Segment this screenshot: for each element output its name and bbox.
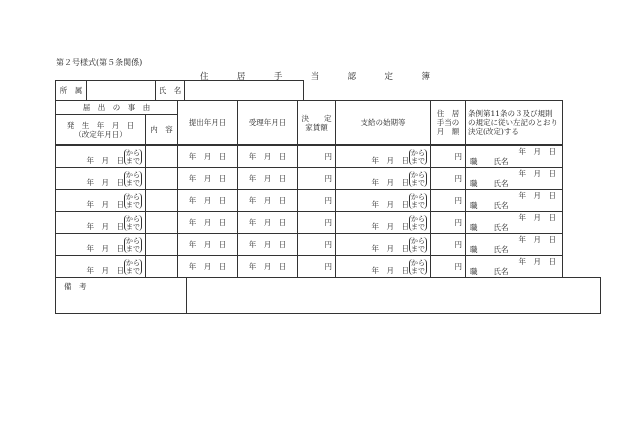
table-row [56, 168, 563, 190]
submitted-date-cell[interactable]: 年 月 日 [178, 212, 238, 234]
occurrence-date-cell[interactable] [56, 234, 146, 256]
official-line [470, 201, 562, 211]
from-until-bracket [124, 149, 142, 165]
received-date-cell[interactable]: 年 月 日 [238, 212, 298, 234]
from-until-bracket [409, 171, 427, 187]
payment-start-cell[interactable] [336, 212, 431, 234]
date-text: 年 月 日 [518, 234, 556, 244]
content-cell[interactable] [146, 146, 178, 168]
received-date-cell[interactable]: 年 月 日 [238, 168, 298, 190]
from-until-bracket [124, 215, 142, 231]
person-name-label: 氏名 [493, 266, 509, 276]
decided-rent-cell[interactable]: 円 [298, 168, 336, 190]
payment-start-cell[interactable] [336, 168, 431, 190]
decided-rent-cell[interactable]: 円 [298, 234, 336, 256]
from-until-bracket [409, 215, 427, 231]
payment-start-cell[interactable] [336, 256, 431, 278]
payment-start-cell[interactable] [336, 146, 431, 168]
submitted-date-cell[interactable]: 年 月 日 [178, 256, 238, 278]
decision-date [470, 257, 562, 267]
submitted-date-cell[interactable]: 年 月 日 [178, 234, 238, 256]
official-line [470, 179, 562, 189]
title-char: 認 [347, 72, 357, 82]
content-cell[interactable] [146, 168, 178, 190]
occurrence-date-cell[interactable] [56, 256, 146, 278]
allowance-cell[interactable]: 円 [431, 190, 466, 212]
remarks-field[interactable] [187, 278, 601, 314]
decision-date [470, 235, 562, 245]
until-text: まで [411, 222, 425, 231]
decided-rent-cell[interactable]: 円 [298, 256, 336, 278]
official-line [470, 267, 562, 277]
decision-note: 条例第11条の３及び規則の規定に従い左記のとおり決定(改定)する [466, 101, 563, 145]
title-post-label: 職 [470, 244, 478, 254]
content-header: 内 容 [146, 115, 178, 145]
title-post-label: 職 [470, 266, 478, 276]
person-name-label: 氏名 [493, 178, 509, 188]
content-cell[interactable] [146, 256, 178, 278]
from-text: から [126, 192, 140, 201]
from-text: から [411, 214, 425, 223]
occurrence-date-line: 発 生 年 月 日 [66, 120, 135, 130]
from-text: から [411, 148, 425, 157]
submitted-date-cell[interactable]: 年 月 日 [178, 190, 238, 212]
remarks-table [55, 277, 601, 314]
occurrence-date-cell[interactable] [56, 190, 146, 212]
title-post-label: 職 [470, 200, 478, 210]
received-date-header: 受理年月日 [238, 101, 298, 145]
date-text: 年 月 日 [518, 212, 556, 222]
date-text: 年 月 日 [86, 243, 124, 253]
allowance-line1: 住 居 [436, 109, 460, 118]
from-text: から [411, 236, 425, 245]
allowance-cell[interactable]: 円 [431, 212, 466, 234]
name-field[interactable] [185, 81, 304, 101]
affiliation-field[interactable] [87, 81, 156, 101]
person-name-label: 氏名 [493, 244, 509, 254]
decided-rent-cell[interactable]: 円 [298, 146, 336, 168]
occurrence-date-cell[interactable] [56, 146, 146, 168]
from-text: から [411, 258, 425, 267]
date-text: 年 月 日 [518, 146, 556, 156]
table-row [56, 234, 563, 256]
decision-cell[interactable] [466, 234, 563, 256]
from-until-bracket [409, 149, 427, 165]
header-fields [55, 80, 304, 101]
content-cell[interactable] [146, 190, 178, 212]
person-name-label: 氏名 [493, 200, 509, 210]
until-text: まで [126, 178, 140, 187]
revised-date-line: （改定年月日） [74, 129, 127, 139]
from-text: から [411, 192, 425, 201]
received-date-cell[interactable]: 年 月 日 [238, 256, 298, 278]
decision-date [470, 169, 562, 179]
person-name-label: 氏名 [493, 156, 509, 166]
allowance-cell[interactable]: 円 [431, 234, 466, 256]
from-text: から [126, 236, 140, 245]
table-row [56, 190, 563, 212]
title-post-label: 職 [470, 222, 478, 232]
submitted-date-cell[interactable]: 年 月 日 [178, 168, 238, 190]
from-until-bracket [409, 237, 427, 253]
official-line [470, 157, 562, 167]
table-row [56, 212, 563, 234]
from-until-bracket [409, 193, 427, 209]
until-text: まで [411, 244, 425, 253]
date-text: 年 月 日 [371, 243, 409, 253]
decision-date [470, 147, 562, 157]
allowance-line3: 月 額 [436, 127, 460, 136]
date-text: 年 月 日 [86, 177, 124, 187]
from-until-bracket [124, 237, 142, 253]
title-post-label: 職 [470, 178, 478, 188]
allowance-cell[interactable]: 円 [431, 168, 466, 190]
until-text: まで [126, 244, 140, 253]
table-row [56, 146, 563, 168]
decided-rent-line2: 家賃額 [305, 122, 328, 132]
until-text: まで [411, 200, 425, 209]
decided-rent-header [298, 101, 336, 145]
title-char: 住 [200, 72, 209, 82]
title-char: 当 [310, 72, 320, 82]
person-name-label: 氏名 [493, 222, 509, 232]
from-until-bracket [124, 171, 142, 187]
content-cell[interactable] [146, 212, 178, 234]
register-rows [55, 145, 563, 278]
title-char: 手 [273, 72, 283, 82]
title-char: 簿 [421, 72, 430, 82]
from-text: から [126, 170, 140, 179]
date-text: 年 月 日 [86, 265, 124, 275]
date-text: 年 月 日 [86, 221, 124, 231]
date-text: 年 月 日 [86, 155, 124, 165]
decision-cell[interactable] [466, 212, 563, 234]
from-until-bracket [124, 193, 142, 209]
decision-cell[interactable] [466, 168, 563, 190]
until-text: まで [411, 178, 425, 187]
from-text: から [126, 214, 140, 223]
allowance-line2: 手当の [436, 118, 460, 127]
official-line [470, 223, 562, 233]
notification-event-header: 届 出 の 事 由 [56, 101, 178, 115]
submitted-date-header: 提出年月日 [178, 101, 238, 145]
date-text: 年 月 日 [371, 199, 409, 209]
date-text: 年 月 日 [371, 265, 409, 275]
title-char: 居 [236, 72, 246, 82]
date-text: 年 月 日 [518, 256, 556, 266]
decision-cell[interactable] [466, 256, 563, 278]
date-text: 年 月 日 [371, 155, 409, 165]
title-char: 定 [384, 72, 394, 82]
content-cell[interactable] [146, 234, 178, 256]
from-until-bracket [409, 259, 427, 275]
allowance-header [431, 101, 466, 145]
from-text: から [126, 148, 140, 157]
form-code: 第２号様式(第５条関係) [56, 58, 143, 67]
from-until-bracket [124, 259, 142, 275]
allowance-cell[interactable]: 円 [431, 256, 466, 278]
decided-rent-line1: 決 定 [301, 113, 332, 123]
received-date-cell[interactable]: 年 月 日 [238, 234, 298, 256]
decision-cell[interactable] [466, 146, 563, 168]
payment-start-header: 支給の始期等 [336, 101, 431, 145]
date-text: 年 月 日 [86, 199, 124, 209]
date-text: 年 月 日 [518, 190, 556, 200]
payment-start-cell[interactable] [336, 190, 431, 212]
occurrence-date-cell[interactable] [56, 212, 146, 234]
decided-rent-cell[interactable]: 円 [298, 212, 336, 234]
until-text: まで [126, 156, 140, 165]
remarks-label: 備 考 [56, 278, 187, 314]
decision-date [470, 191, 562, 201]
received-date-cell[interactable]: 年 月 日 [238, 146, 298, 168]
until-text: まで [126, 200, 140, 209]
from-text: から [126, 258, 140, 267]
date-text: 年 月 日 [518, 168, 556, 178]
until-text: まで [126, 266, 140, 275]
decided-rent-cell[interactable]: 円 [298, 190, 336, 212]
decision-cell[interactable] [466, 190, 563, 212]
occurrence-date-cell[interactable] [56, 168, 146, 190]
table-row [56, 256, 563, 278]
official-line [470, 245, 562, 255]
until-text: まで [411, 266, 425, 275]
payment-start-cell[interactable] [336, 234, 431, 256]
until-text: まで [126, 222, 140, 231]
date-text: 年 月 日 [371, 177, 409, 187]
affiliation-label: 所 属 [56, 81, 87, 101]
until-text: まで [411, 156, 425, 165]
allowance-cell[interactable]: 円 [431, 146, 466, 168]
from-text: から [411, 170, 425, 179]
title-post-label: 職 [470, 156, 478, 166]
decision-date [470, 213, 562, 223]
submitted-date-cell[interactable]: 年 月 日 [178, 146, 238, 168]
name-label: 氏 名 [156, 81, 185, 101]
date-text: 年 月 日 [371, 221, 409, 231]
received-date-cell[interactable]: 年 月 日 [238, 190, 298, 212]
occurrence-date-header [56, 115, 146, 145]
register-table [55, 100, 563, 145]
